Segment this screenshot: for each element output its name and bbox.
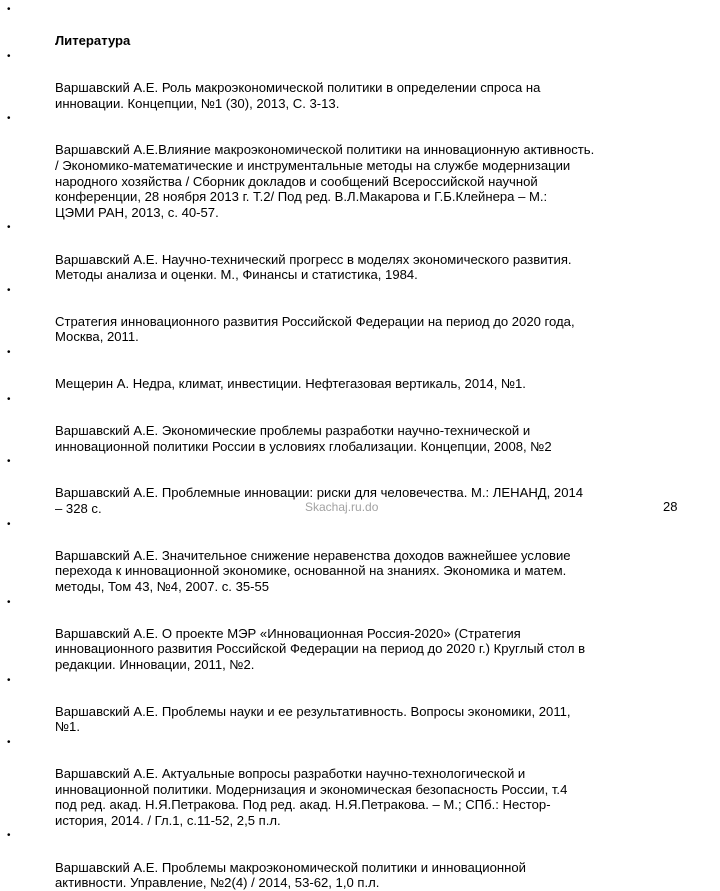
list-item (0, 673, 714, 735)
list-item (0, 220, 714, 282)
bullet-icon: • (7, 284, 11, 296)
bullet-icon: • (7, 222, 11, 234)
reference-text: Варшавский А.Е. Проблемы науки и ее результативность. Вопросы экономики, 2011, №1. (55, 703, 571, 735)
list-item (0, 111, 714, 220)
bullet-icon: • (7, 4, 11, 15)
bullet-icon: • (7, 674, 11, 686)
reference-text: Варшавский А.Е. Экономические проблемы разработки научно-технической и инновационной политики России в условиях глобализации. Концепции, 2008, №2 (55, 423, 552, 454)
slide-number: 28 (663, 499, 678, 514)
reference-text: Мещерин А. Недра, климат, инвестиции. Нефтегазовая вертикаль, 2014, №1. (55, 376, 526, 392)
reference-text: Варшавский А.Е. Актуальные вопросы разработки научно-технологической и инновационной политики. Модернизация и экономическая безопасность России, т.4 под ред. акад. Н.Я.Петракова. Под ред. акад. Н.Я.Петракова. – М.; СПб.: Нестор- история, 2014. / Гл.1, с.11-52, 2,5 п.л. (55, 766, 568, 828)
watermark: Skachaj.ru.do (305, 500, 379, 514)
bullet-icon: • (7, 393, 11, 405)
reference-list (0, 2, 714, 891)
reference-text: Варшавский А.Е.Влияние макроэкономической политики на инновационную активность. / Экономико-математические и инструментальные методы на службе модернизации народного хозяйства / Сборник докладов и сообщений Всероссийской научной конференции, 28 ноября 2013 г. Т.2/ Под ред. В.Л.Макарова и Г.Б.Клейнера – М.: ЦЭМИ РАН, 2013, с. 40-57. (55, 142, 595, 220)
reference-text: Варшавский А.Е. Значительное снижение неравенства доходов важнейшее условие перехода к инновационной экономике, основанной на знаниях. Экономика и матем. методы, Том 43, №4, 2007. с. 35-55 (55, 547, 571, 594)
reference-text: Варшавский А.Е. Проблемные инновации: риски для человечества. М.: ЛЕНАНД, 2014 – 328 с. (55, 485, 584, 516)
reference-text: Варшавский А.Е. Роль макроэкономической политики в определении спроса на инновации. Концепции, №1 (30), 2013, С. 3-13. (55, 79, 541, 111)
bullet-icon: • (7, 113, 11, 125)
list-item (0, 735, 714, 829)
bullet-icon: • (7, 830, 11, 842)
reference-text: Варшавский А.Е. Проблемы макроэкономической политики и инновационной активности. Управление, №2(4) / 2014, 53-62, 1,0 п.л. (55, 859, 526, 891)
list-item-heading (0, 2, 714, 49)
list-item (0, 345, 714, 392)
bullet-icon: • (7, 518, 11, 530)
bullet-icon: • (7, 736, 11, 748)
list-item (0, 828, 714, 890)
reference-text: Варшавский А.Е. Научно-технический прогресс в моделях экономического развития. Методы анализа и оценки. М., Финансы и статистика, 1984. (55, 251, 572, 283)
list-item (0, 49, 714, 111)
list-item (0, 392, 714, 454)
bullet-icon: • (7, 347, 11, 359)
bullet-icon: • (7, 596, 11, 608)
bullet-icon: • (7, 50, 11, 62)
list-item (0, 283, 714, 345)
reference-text: Стратегия инновационного развития Российской Федерации на период до 2020 года, Москва, 2011. (55, 313, 575, 345)
bullet-icon: • (7, 456, 11, 468)
list-item (0, 595, 714, 673)
references-heading: Литература (55, 33, 131, 49)
list-item (0, 517, 714, 595)
reference-text: Варшавский А.Е. О проекте МЭР «Инновационная Россия-2020» (Стратегия инновационного развития Российской Федерации на период до 2020 г.) Круглый стол в редакции. Инновации, 2011, №2. (55, 625, 586, 672)
